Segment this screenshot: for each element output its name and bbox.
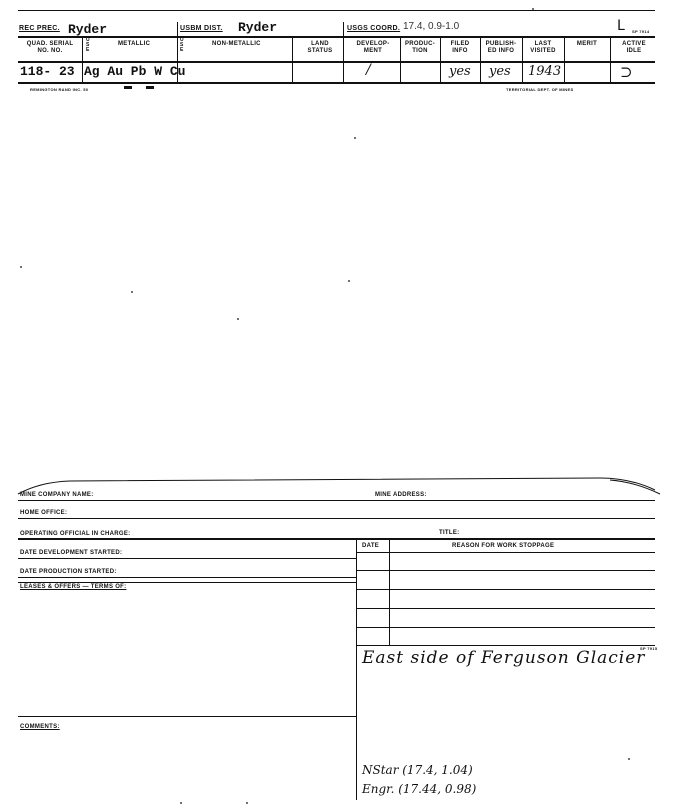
col-filed-info: FILED INFO: [450, 41, 470, 54]
scan-speck: [628, 758, 630, 760]
label-date-development: DATE DEVELOPMENT STARTED:: [20, 550, 123, 556]
rule: [18, 582, 356, 583]
scan-speck: [532, 8, 534, 10]
record-filed-info: yes: [449, 64, 471, 79]
rule: [356, 627, 655, 628]
rule: [18, 36, 655, 38]
handwritten-note-engr: Engr. (17.44, 0.98): [362, 782, 477, 796]
handwritten-location: East side of Ferguson Glacier: [362, 648, 646, 668]
rule: [18, 558, 356, 559]
card-footer-right: TERRITORIAL DEPT. OF MINES: [506, 87, 574, 92]
record-development: /: [366, 62, 371, 78]
usgs-coord-label: USGS COORD.: [347, 25, 401, 32]
col-development: DEVELOP- MENT: [356, 41, 390, 54]
scan-speck: [20, 266, 22, 268]
label-home-office: HOME OFFICE:: [20, 510, 68, 516]
usgs-coord-value: 17.4, 0.9-1.0: [403, 21, 460, 32]
col-use-nonmetallic: U S E: [180, 37, 184, 53]
label-reason-column: REASON FOR WORK STOPPAGE: [452, 543, 555, 549]
scan-speck: [348, 280, 350, 282]
rule: [356, 589, 655, 590]
rule: [356, 645, 655, 646]
rule: [18, 518, 655, 519]
rule: [18, 82, 655, 84]
col-metallic: METALLIC: [118, 41, 151, 47]
record-quad-serial: 118- 23: [20, 64, 75, 79]
rule: [356, 552, 655, 553]
usbm-dist-value: Ryder: [238, 20, 278, 35]
label-mine-address: MINE ADDRESS:: [375, 492, 427, 498]
rule: [82, 36, 83, 82]
rule: [292, 36, 293, 82]
card-edge: [0, 474, 678, 496]
col-quad-serial: QUAD. SERIAL NO. NO.: [26, 41, 74, 54]
rule: [522, 36, 523, 82]
scan-speck: [354, 137, 356, 139]
rule: [389, 538, 390, 646]
corner-mark: L: [617, 18, 625, 34]
printer-mark: [146, 86, 154, 89]
form-number-lower: SP 7915: [640, 646, 658, 651]
rule: [18, 500, 655, 501]
printer-mark: [124, 86, 132, 89]
rec-prec-value: Ryder: [68, 22, 108, 37]
scan-speck: [246, 802, 248, 804]
card-footer-left: REMINGTON RAND INC. 50: [30, 87, 89, 92]
rule: [610, 36, 611, 82]
record-metallic: Ag Au Pb W Cu: [84, 64, 186, 79]
rule: [356, 538, 357, 800]
rule: [18, 577, 356, 578]
rule: [343, 22, 344, 82]
rule: [356, 570, 655, 571]
label-date-production: DATE PRODUCTION STARTED:: [20, 569, 117, 575]
label-comments: COMMENTS:: [20, 724, 60, 730]
scan-speck: [180, 802, 182, 804]
col-production: PRODUC- TION: [404, 41, 436, 54]
col-merit: MERIT: [576, 41, 598, 47]
rule: [18, 10, 655, 11]
rule: [564, 36, 565, 82]
rule: [18, 716, 356, 717]
record-last-visited: 1943: [528, 64, 562, 79]
label-title: TITLE:: [439, 530, 460, 536]
rule: [18, 61, 655, 63]
usbm-dist-label: USBM DIST.: [180, 25, 223, 32]
col-published-info: PUBLISH- ED INFO: [485, 41, 517, 54]
label-mine-company-name: MINE COMPANY NAME:: [20, 492, 94, 498]
label-date-column: DATE: [362, 543, 380, 549]
scan-speck: [237, 318, 239, 320]
col-use-metallic: U S E: [86, 37, 90, 53]
rec-prec-label: REC PREC.: [19, 25, 60, 32]
record-active-idle: ⊃: [620, 63, 633, 81]
rule: [480, 36, 481, 82]
scan-speck: [131, 291, 133, 293]
label-operating-official: OPERATING OFFICIAL IN CHARGE:: [20, 531, 131, 537]
col-active-idle: ACTIVE IDLE: [622, 41, 646, 54]
rule: [18, 538, 655, 540]
rule: [440, 36, 441, 82]
col-last-visited: LAST VISITED: [530, 41, 556, 54]
label-leases-offers: LEASES & OFFERS — TERMS OF:: [20, 584, 127, 590]
col-non-metallic: NON-METALLIC: [212, 41, 261, 47]
form-number: SP 7914: [632, 29, 650, 34]
col-land-status: LAND STATUS: [307, 41, 333, 54]
rule: [400, 36, 401, 82]
handwritten-note-nstar: NStar (17.4, 1.04): [362, 763, 473, 777]
record-published-info: yes: [489, 64, 511, 79]
rule: [356, 608, 655, 609]
